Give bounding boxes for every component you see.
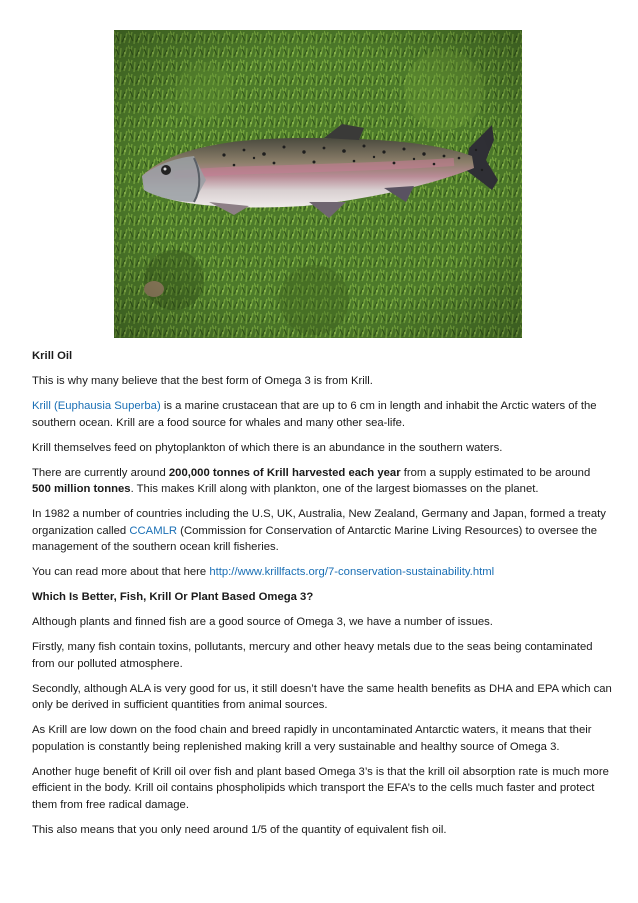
trout-on-grass-image	[114, 30, 522, 338]
article-body	[32, 348, 612, 847]
text-fragment: (Commission for Conservation of Antarctic Marine Living Resources) to oversee the management of the southern ocean krill fisheries.	[32, 524, 598, 553]
text-fragment: In 1982 a number of countries including the U.S, UK, Australia, New Zealand, Germany and Japan, formed a treaty organization called	[32, 508, 606, 537]
heading-krill-oil: Krill Oil	[32, 350, 73, 362]
paragraph-issues: Although plants and finned fish are a good source of Omega 3, we have a number of issues.	[32, 616, 493, 628]
ccamlr-link[interactable]: CCAMLR	[129, 524, 178, 537]
paragraph-text: is a marine crustacean that are up to 6 cm in length and inhabit the Arctic waters of the southern ocean. Krill are a food source for whales and many other sea-life.	[32, 400, 597, 429]
heading-which-is-better: Which Is Better, Fish, Krill Or Plant Based Omega 3?	[32, 591, 314, 603]
paragraph-ccamlr	[32, 506, 612, 556]
text-fragment: You can read more about that here	[32, 566, 210, 578]
trout-photo	[114, 30, 522, 338]
paragraph-krill-description	[32, 398, 612, 431]
text-fragment: . This makes Krill along with plankton, one of the largest biomasses on the planet.	[130, 483, 539, 495]
krill-link[interactable]: Krill (Euphausia Superba)	[32, 400, 161, 412]
paragraph-phytoplankton: Krill themselves feed on phytoplankton of which there is an abundance in the southern waters.	[32, 441, 503, 454]
paragraph-toxins: Firstly, many fish contain toxins, pollutants, mercury and other heavy metals due to the seas being contaminated from our polluted atmosphere.	[32, 641, 593, 670]
bold-supply: 500 million tonnes	[32, 483, 131, 495]
text-fragment: from a supply estimated to be around	[400, 466, 591, 479]
paragraph-ala: Secondly, although ALA is very good for us, it still doesn’t have the same health benefits as DHA and EPA which can only be derived in sufficient quantities from animal sources.	[32, 682, 612, 711]
text-fragment: There are currently around	[32, 466, 169, 479]
paragraph-harvest	[32, 465, 612, 498]
paragraph-read-more	[32, 564, 612, 581]
paragraph-absorption: Another huge benefit of Krill oil over fish and plant based Omega 3’s is that the krill oil absorption rate is much more efficient in the body. Krill oil contains phospholipids which transport the EFA’s to the cells much faster and protect them from free radical damage.	[32, 765, 609, 811]
paragraph-sustainable: As Krill are low down on the food chain and breed rapidly in uncontaminated Antarctic waters, it means that their population is constantly being replenished making krill a very sustainable and healthy source of Omega 3.	[32, 724, 592, 753]
krillfacts-link[interactable]: http://www.krillfacts.org/7-conservation-sustainability.html	[209, 566, 495, 578]
bold-harvest: 200,000 tonnes of Krill harvested each year	[168, 466, 401, 479]
paragraph-intro: This is why many believe that the best form of Omega 3 is from Krill.	[32, 375, 373, 387]
paragraph-quantity: This also means that you only need around 1/5 of the quantity of equivalent fish oil.	[32, 823, 447, 836]
